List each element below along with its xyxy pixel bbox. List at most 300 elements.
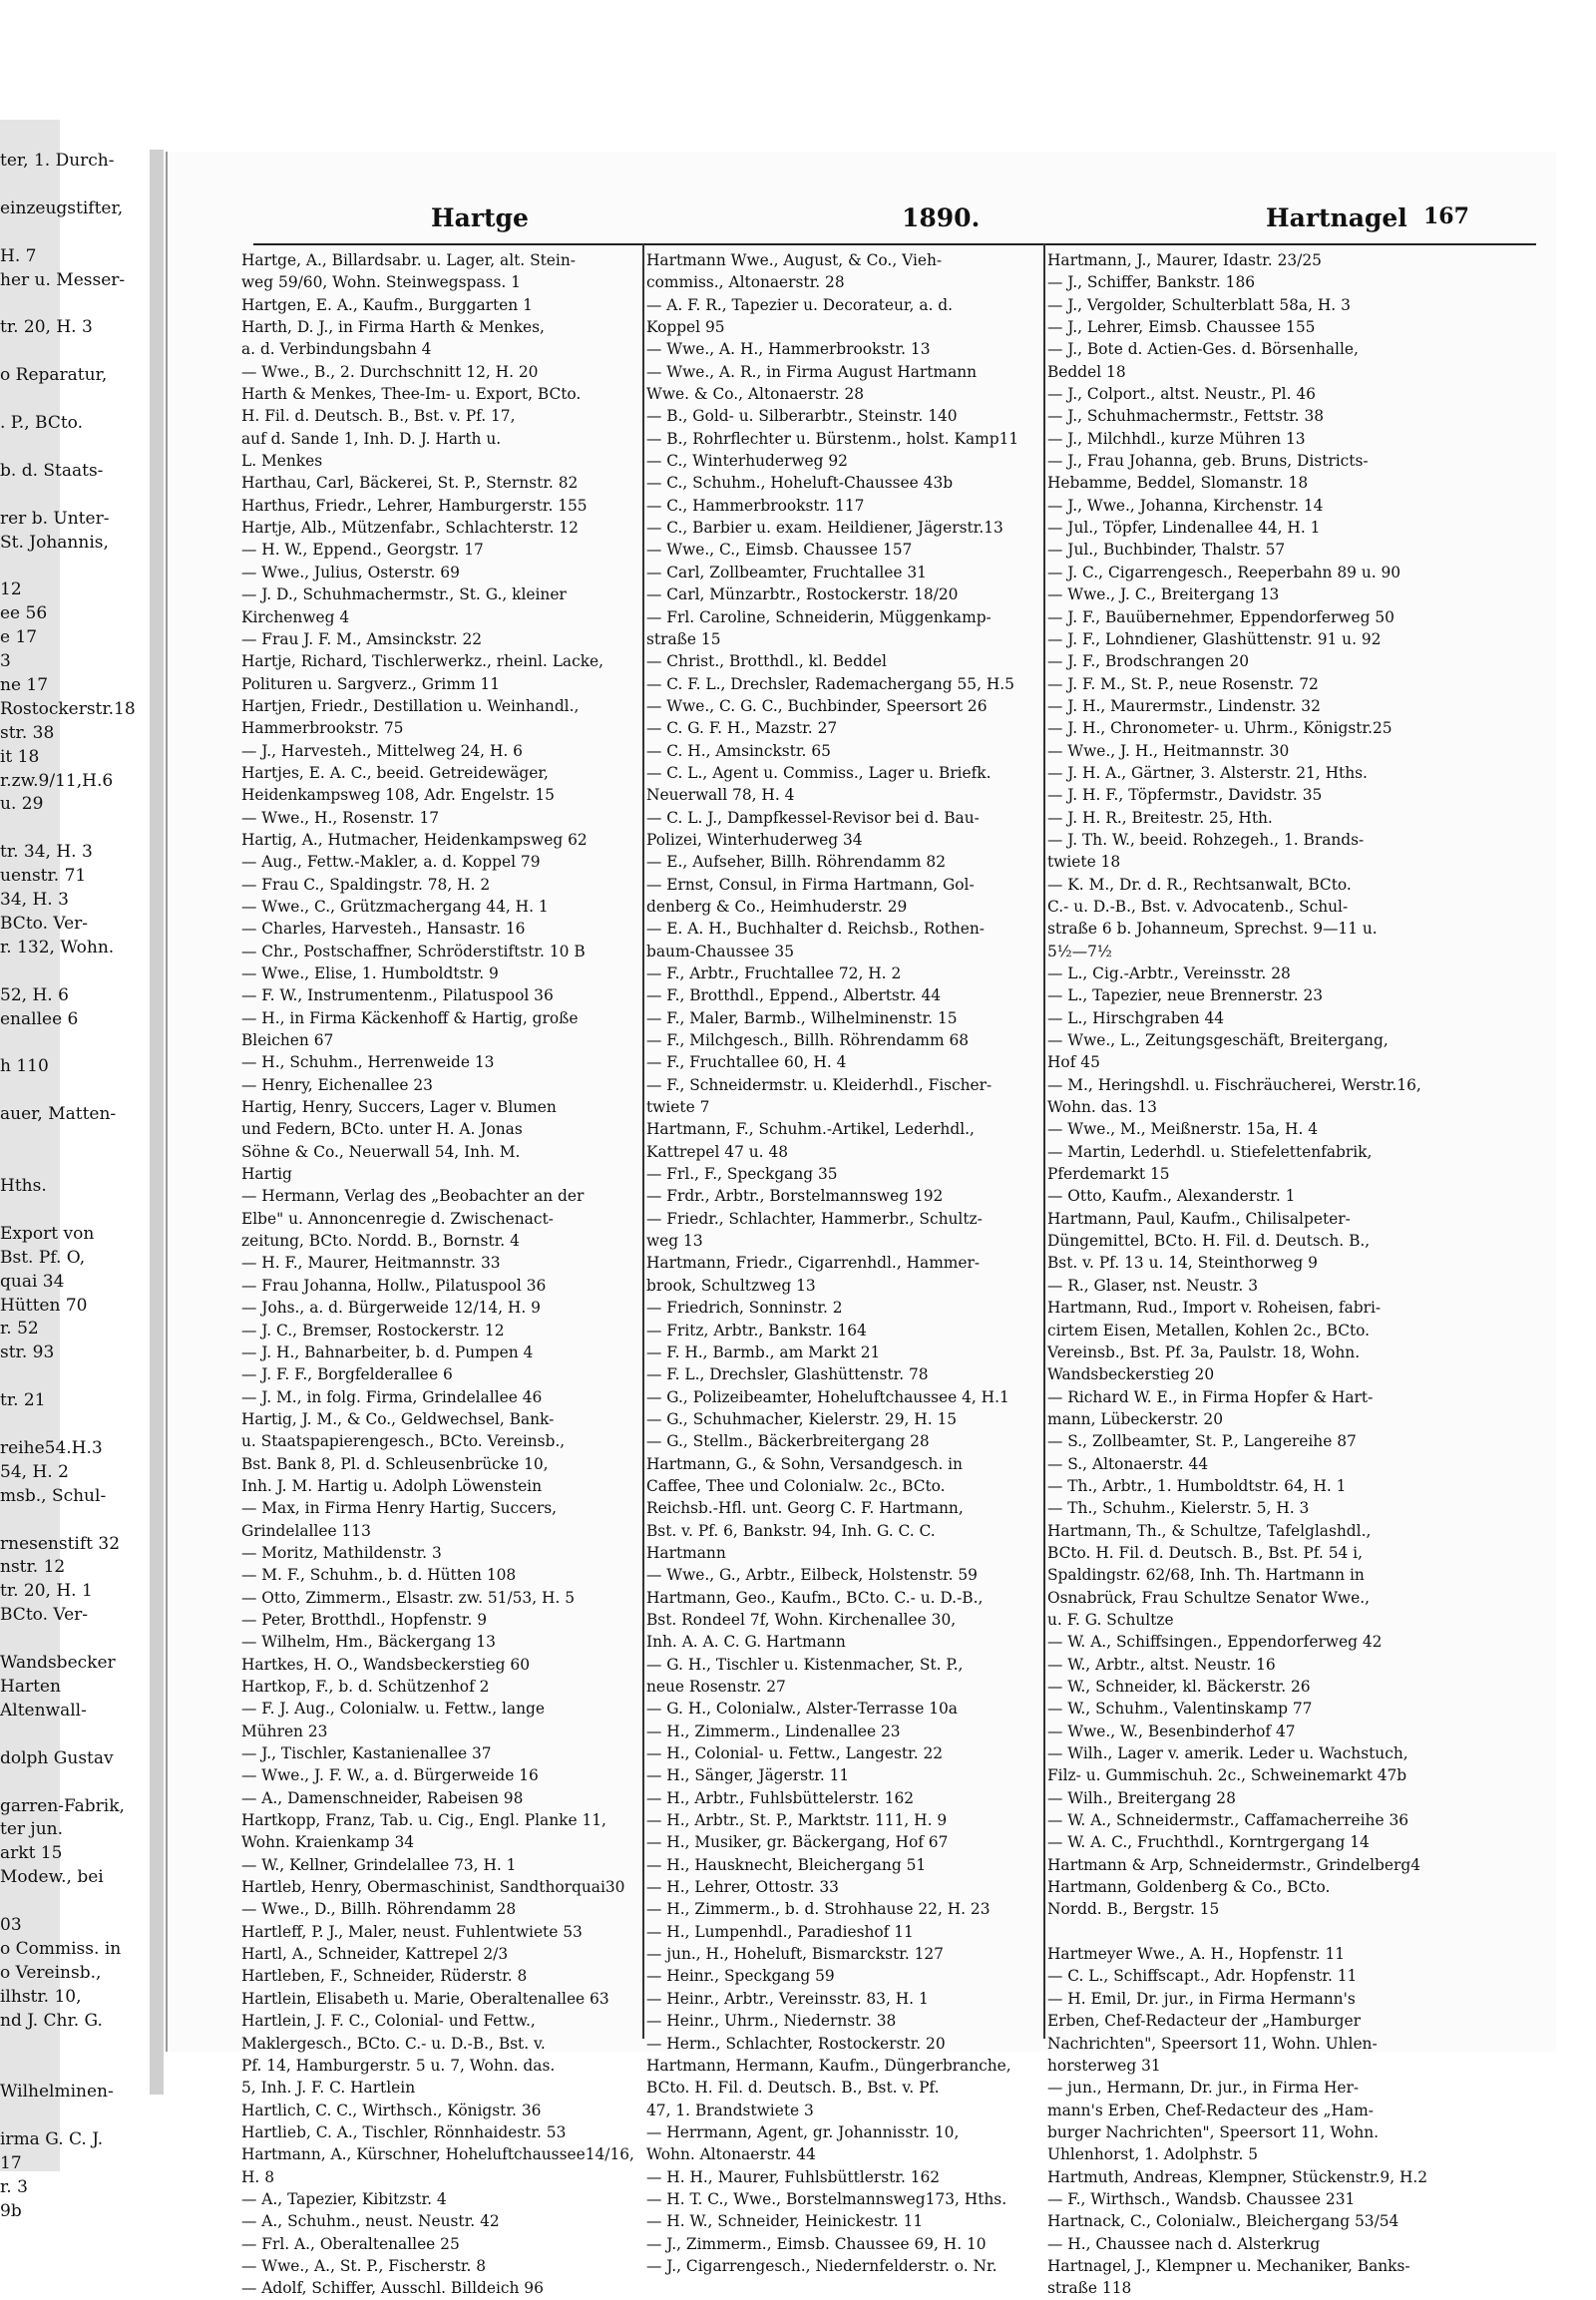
directory-entry-line: zeitung, BCto. Nordd. B., Bornstr. 4 [241,1232,520,1251]
directory-entry-line: — C. L., Schiffscapt., Adr. Hopfenstr. 11 [1047,1967,1358,1986]
previous-page-line: 03 [0,1915,22,1936]
directory-entry-line: Hartje, Richard, Tischlerwerkz., rheinl. Lacke, [241,652,604,671]
directory-entry-line: Polituren u. Sargverz., Grimm 11 [241,674,501,693]
directory-entry-line: Elbe" u. Annoncenregie d. Zwischenact- [241,1209,554,1228]
directory-entry-line: — F., Maler, Barmb., Wilhelminenstr. 15 [646,1008,958,1027]
directory-entry-line: Hartmeyer Wwe., A. H., Hopfenstr. 11 [1047,1945,1346,1964]
directory-entry-line: Hartmann & Arp, Schneidermstr., Grindelberg4 [1047,1855,1421,1874]
previous-page-line: ter, 1. Durch- [0,151,115,171]
directory-entry-line: Inh. A. A. C. G. Hartmann [646,1633,846,1652]
directory-entry-line: 5½—7½ [1047,942,1112,960]
directory-entry-line: Hammerbrookstr. 75 [241,719,404,738]
previous-page-line: ne 17 [0,674,49,695]
previous-page-line: r.zw.9/11,H.6 [0,770,114,791]
directory-entry-line: BCto. H. Fil. d. Deutsch. B., Bst. Pf. 54 i, [1047,1543,1363,1562]
previous-page-line: nd J. Chr. G. [0,2010,103,2031]
directory-entry-line: — Wwe., G., Arbtr., Eilbeck, Holstenstr. 59 [646,1566,978,1585]
previous-page-line: b. d. Staats- [0,460,104,481]
directory-entry-line: denberg & Co., Heimhuderstr. 29 [646,897,908,916]
directory-entry-line: Inh. J. M. Hartig u. Adolph Löwenstein [241,1476,543,1495]
directory-entry-line: — H., Lehrer, Ottostr. 33 [646,1878,839,1897]
directory-entry-line: — Chr., Postschaffner, Schröderstiftstr. 10 B [241,942,586,960]
header-left-word: Hartge [431,203,529,232]
directory-entry-line: — Ernst, Consul, in Firma Hartmann, Gol- [646,875,975,894]
previous-page-line: 9b [0,2200,22,2221]
directory-entry-line: Hartkopp, Franz, Tab. u. Cig., Engl. Planke 11, [241,1811,606,1830]
previous-page-line [0,1032,160,1056]
directory-entry-line: Harthus, Friedr., Lehrer, Hamburgerstr. 155 [241,496,588,515]
directory-entry-line: — F. H., Barmb., am Markt 21 [646,1342,881,1361]
directory-entry-line: — Wwe., J. H., Heitmannstr. 30 [1047,741,1290,760]
directory-entry-line: Hebamme, Beddel, Slomanstr. 18 [1047,474,1309,493]
directory-entry-line: — M., Heringshdl. u. Fischräucherei, Werstr.16, [1047,1075,1421,1094]
directory-entry-line: Hartleb, Henry, Obermaschinist, Sandthorquai30 [241,1878,625,1897]
directory-entry-line: — Wwe., A., St. P., Fischerstr. 8 [241,2256,487,2275]
previous-page-line: r. 132, Wohn. [0,937,115,958]
column-rule-1 [642,243,644,2039]
directory-entry-line: Hartnack, C., Colonialw., Bleichergang 53/54 [1047,2212,1399,2231]
directory-entry-line: — Jul., Buchbinder, Thalstr. 57 [1047,541,1286,560]
previous-page-line [0,1365,160,1389]
directory-entry-line: a. d. Verbindungsbahn 4 [241,340,432,359]
previous-page-line [0,817,160,841]
directory-entry-line: cirtem Eisen, Metallen, Kohlen 2c., BCto. [1047,1321,1371,1340]
directory-entry-line: 5, Inh. J. F. C. Hartlein [241,2079,416,2098]
directory-entry-line: — J. H., Chronometer- u. Uhrm., Königstr.25 [1047,719,1393,738]
previous-page-line: r. 3 [0,2177,28,2198]
directory-entry-line: Kattrepel 47 u. 48 [646,1142,789,1161]
directory-entry-line: Beddel 18 [1047,362,1126,381]
directory-entry-line: — H., Zimmerm., b. d. Strohhause 22, H. 23 [646,1900,991,1919]
directory-entry-line: Wandsbeckerstieg 20 [1047,1365,1215,1384]
directory-entry-line: — J. H., Maurermstr., Lindenstr. 32 [1047,696,1321,715]
directory-entry-line: — W. A., Schneidermstr., Caffamacherreihe 36 [1047,1811,1409,1830]
directory-entry-line: — J. H. F., Töpfermstr., Davidstr. 35 [1047,786,1323,805]
previous-page-line: ilhstr. 10, [0,1986,82,2007]
directory-entry-line: — F., Brotthdl., Eppend., Albertstr. 44 [646,986,942,1005]
directory-entry-line: — E., Aufseher, Billh. Röhrendamm 82 [646,853,947,872]
previous-page-line: Bst. Pf. O, [0,1247,86,1268]
directory-entry-line: Bst. Rondeel 7f, Wohn. Kirchenallee 30, [646,1610,957,1629]
previous-page-line [0,1413,160,1437]
previous-page-line [0,2034,160,2058]
directory-entry-line: — F. J. Aug., Colonialw. u. Fettw., lange [241,1700,545,1719]
previous-page-line: einzeugstifter, [0,197,124,218]
previous-page-line: auer, Matten- [0,1104,117,1125]
previous-page-line: arkt 15 [0,1843,63,1864]
directory-entry-line: Maklergesch., BCto. C.- u. D.-B., Bst. v. [241,2034,546,2053]
previous-page-line [0,340,160,364]
directory-entry-line: — C. G. F. H., Mazstr. 27 [646,719,838,738]
directory-entry-line: Hartleff, P. J., Maler, neust. Fuhlentwiete 53 [241,1922,583,1941]
directory-entry-line: — F., Arbtr., Fruchtallee 72, H. 2 [646,964,902,982]
directory-entry-line: Hartgen, E. A., Kaufm., Burggarten 1 [241,295,533,314]
directory-entry-line: — J., Schiffer, Bankstr. 186 [1047,273,1256,292]
directory-entry-line: — H., Hausknecht, Bleichergang 51 [646,1855,927,1874]
header-right-word: Hartnagel [1266,203,1407,232]
directory-entry-line: — J. Th. W., beeid. Rohzegeh., 1. Brands- [1047,830,1365,849]
previous-page-line: Hths. [0,1175,47,1196]
directory-entry-line: — Wilhelm, Hm., Bäckergang 13 [241,1633,496,1652]
directory-entry-line: — Frl., F., Speckgang 35 [646,1165,838,1184]
directory-entry-line: — Wwe., A. H., Hammerbrookstr. 13 [646,340,931,359]
directory-entry-line: — Heinr., Speckgang 59 [646,1967,835,1986]
directory-entry-line: Harth & Menkes, Thee-Im- u. Export, BCto. [241,385,582,404]
directory-entry-line: — Otto, Zimmerm., Elsastr. zw. 51/53, H. 5 [241,1588,576,1607]
directory-entry-line: — J., Cigarrengesch., Niedernfelderstr. o. Nr. [646,2256,998,2275]
previous-page-line [0,1079,160,1103]
directory-entry-line: — Wwe., J. C., Breitergang 13 [1047,585,1280,604]
directory-entry-line: — C. F. L., Drechsler, Rademachergang 55, H.5 [646,674,1014,693]
directory-entry-line: Erben, Chef-Redacteur der „Hamburger [1047,2012,1362,2031]
directory-entry-line: weg 13 [646,1232,703,1251]
directory-entry-line: — H., Schuhm., Herrenweide 13 [241,1053,495,1072]
directory-entry-line: Polizei, Winterhuderweg 34 [646,830,863,849]
previous-page-line: enallee 6 [0,1008,79,1029]
previous-page-line: garren-Fabrik, [0,1795,125,1816]
directory-entry-line: — Wwe., A. R., in Firma August Hartmann [646,362,978,381]
directory-entry-line: — Wwe., C., Eimsb. Chaussee 157 [646,541,913,560]
directory-entry-line: Heidenkampsweg 108, Adr. Engelstr. 15 [241,786,555,805]
directory-entry-line: — R., Glaser, nst. Neustr. 3 [1047,1276,1258,1295]
directory-entry-line: — S., Altonaerstr. 44 [1047,1454,1209,1473]
directory-entry-line: — Wwe., C. G. C., Buchbinder, Speersort 26 [646,696,988,715]
directory-entry-line: — jun., H., Hoheluft, Bismarckstr. 127 [646,1945,944,1964]
previous-page-lines [0,150,160,2224]
directory-column-2 [646,249,1043,2277]
previous-page-line: str. 93 [0,1342,55,1363]
directory-entry-line: Grindelallee 113 [241,1521,371,1540]
directory-entry-line: — J., Frau Johanna, geb. Bruns, Districts- [1047,452,1369,471]
directory-entry-line: — Max, in Firma Henry Hartig, Succers, [241,1499,558,1518]
previous-page-line: BCto. Ver- [0,914,89,934]
directory-entry-line: Hartmann, Geo., Kaufm., BCto. C.- u. D.-B., [646,1588,984,1607]
previous-page-line: . P., BCto. [0,412,83,433]
previous-page-line: St. Johannis, [0,532,109,553]
directory-entry-line: — A., Damenschneider, Rabeisen 98 [241,1788,524,1807]
directory-entry-line: — Friedrich, Sonninstr. 2 [646,1299,843,1318]
directory-entry-line: Hartjen, Friedr., Destillation u. Weinhandl., [241,696,580,715]
directory-entry-line: Kirchenweg 4 [241,607,350,626]
directory-entry-line: Hartlein, J. F. C., Colonial- und Fettw., [241,2012,536,2031]
directory-entry-line: BCto. H. Fil. d. Deutsch. B., Bst. v. Pf. [646,2079,940,2098]
directory-entry-line: — J., Harvestеh., Mittelweg 24, H. 6 [241,741,523,760]
directory-entry-line: — W., Schneider, kl. Bäckerstr. 26 [1047,1678,1311,1696]
previous-page-line: reihe54.H.3 [0,1437,103,1458]
directory-entry-line: — J., Lehrer, Eimsb. Chaussee 155 [1047,318,1316,337]
previous-page-line: msb., Schul- [0,1485,107,1506]
directory-entry-line: — A. F. R., Tapezier u. Decorateur, a. d. [646,295,954,314]
header-year: 1890. [902,203,981,232]
directory-entry-line: — J. H., Bahnarbeiter, b. d. Pumpen 4 [241,1342,534,1361]
previous-page-line: Hütten 70 [0,1295,88,1316]
previous-page-line: tr. 20, H. 1 [0,1581,93,1602]
directory-entry-line: — B., Rohrflechter u. Bürstenm., holst. Kamp11 [646,429,1019,448]
directory-entry-line: — G. H., Colonialw., Alster-Terrasse 10a [646,1700,958,1719]
directory-entry-line: — J. H. R., Breitestr. 25, Hth. [1047,808,1273,827]
directory-entry-line: Hartmann, Paul, Kaufm., Chilisalpeter- [1047,1209,1351,1228]
directory-entry-line: Hartmuth, Andreas, Klempner, Stückenstr.9, H.2 [1047,2167,1428,2186]
column-rule-2 [1043,243,1045,2039]
directory-entry-line: Bst. v. Pf. 13 u. 14, Steinthorweg 9 [1047,1254,1318,1273]
directory-entry-line: — Wwe., Julius, Osterstr. 69 [241,563,460,581]
previous-page-line [0,555,160,578]
directory-entry-line: — H., Musiker, gr. Bäckergang, Hof 67 [646,1833,949,1852]
previous-page-line: H. 7 [0,245,37,266]
directory-entry-line: — C. L. J., Dampfkessel-Revisor bei d. Bau- [646,808,980,827]
directory-entry-line: Reichsb.-Hfl. unt. Georg C. F. Hartmann, [646,1499,964,1518]
directory-entry-line: — W. A. C., Fruchthdl., Korntrgergang 14 [1047,1833,1370,1852]
directory-entry-line: Filz- u. Gummischuh. 2c., Schweinemarkt 47b [1047,1766,1407,1785]
directory-entry-line: auf d. Sande 1, Inh. D. J. Harth u. [241,429,502,448]
directory-page [166,152,1556,2298]
directory-entry-line: — H., Sänger, Jägerstr. 11 [646,1766,850,1785]
previous-page-line: ee 56 [0,603,48,624]
previous-page-line: 52, H. 6 [0,984,69,1005]
directory-entry-line: Uhlenhorst, 1. Adolphstr. 5 [1047,2145,1259,2164]
directory-entry-line: Hartnagel, J., Klempner u. Mechaniker, Banks- [1047,2256,1410,2275]
directory-entry-line: — J. F., Bauübernehmer, Eppendorferweg 50 [1047,607,1395,626]
directory-entry-line: — M. F., Schuhm., b. d. Hütten 108 [241,1566,517,1585]
directory-entry-line: — W., Arbtr., altst. Neustr. 16 [1047,1655,1276,1674]
directory-entry-line: mann, Lübeckerstr. 20 [1047,1409,1223,1428]
directory-entry-line: — W., Schuhm., Valentinskamp 77 [1047,1700,1313,1719]
directory-entry-line: — H. F., Maurer, Heitmannstr. 33 [241,1254,501,1273]
directory-entry-line: Hartmann, Hermann, Kaufm., Düngerbranche, [646,2056,1011,2075]
directory-entry-line: Nachrichten", Speersort 11, Wohn. Uhlen- [1047,2034,1378,2053]
directory-entry-line: — Wwe., D., Billh. Röhrendamm 28 [241,1900,517,1919]
previous-page-line: Export von [0,1223,95,1244]
directory-entry-line: brook, Schultzweg 13 [646,1276,816,1295]
directory-entry-line: — Wwe., Elise, 1. Humboldtstr. 9 [241,964,499,982]
directory-entry-line: Hartig, J. M., & Co., Geldwechsel, Bank- [241,1409,555,1428]
directory-entry-line: — Wwe., W., Besenbinderhof 47 [1047,1722,1296,1740]
directory-entry-line: Caffee, Thee und Colonialw. 2c., BCto. [646,1476,946,1495]
directory-entry-line: — J. F. F., Borgfelderallee 6 [241,1365,453,1384]
directory-entry-line: — J., Zimmerm., Eimsb. Chaussee 69, H. 10 [646,2234,987,2253]
directory-entry-line: — Peter, Brotthdl., Hopfenstr. 9 [241,1610,488,1629]
directory-entry-line: Bst. v. Pf. 6, Bankstr. 94, Inh. G. C. C. [646,1521,936,1540]
directory-entry-line: — J. C., Bremser, Rostockerstr. 12 [241,1321,505,1340]
directory-entry-line: — Henry, Eichenallee 23 [241,1075,433,1094]
directory-entry-line: Hartmann, F., Schuhm.-Artikel, Lederhdl., [646,1120,975,1139]
directory-entry-line: — C. H., Amsinckstr. 65 [646,741,831,760]
directory-entry-line: — L., Hirschgraben 44 [1047,1008,1225,1027]
directory-entry-line: Hartig, A., Hutmacher, Heidenkampsweg 62 [241,830,588,849]
directory-entry-line: u. Staatspapierengesch., BCto. Vereinsb., [241,1432,566,1451]
previous-page-line: Wilhelminen- [0,2082,114,2103]
directory-entry-line: — Frdr., Arbtr., Borstelmannsweg 192 [646,1187,944,1206]
directory-entry-line: Hartmann, Goldenberg & Co., BCto. [1047,1878,1331,1897]
directory-entry-line: — J., Vergolder, Schulterblatt 58a, H. 3 [1047,295,1351,314]
directory-entry-line: Wwe. & Co., Altonaerstr. 28 [646,385,865,404]
directory-entry-line: — Wwe., C., Grützmachergang 44, H. 1 [241,897,549,916]
previous-page-line: Wandsbecker [0,1653,116,1674]
previous-page-line: o Commiss. in [0,1938,122,1959]
directory-entry-line: Pf. 14, Hamburgerstr. 5 u. 7, Wohn. das. [241,2056,556,2075]
directory-entry-line: Hartlich, C. C., Wirthsch., Königstr. 36 [241,2101,542,2119]
directory-entry-line: — H. W., Schneider, Heinickestr. 11 [646,2212,924,2231]
directory-entry-line: Pferdemarkt 15 [1047,1165,1170,1184]
directory-entry-line: — Otto, Kaufm., Alexanderstr. 1 [1047,1187,1296,1206]
directory-entry-line: Harthau, Carl, Bäckerei, St. P., Sternstr. 82 [241,474,579,493]
directory-entry-line: twiete 7 [646,1098,710,1117]
directory-entry-line: Bst. Bank 8, Pl. d. Schleusenbrücke 10, [241,1454,549,1473]
directory-entry-line: — Wwe., J. F. W., a. d. Bürgerweide 16 [241,1766,539,1785]
directory-entry-line: — Carl, Münzarbtr., Rostockerstr. 18/20 [646,585,959,604]
previous-page-line: rnesenstift 32 [0,1533,121,1554]
directory-entry-line: Vereinsb., Bst. Pf. 3a, Paulstr. 18, Wohn. [1047,1342,1361,1361]
previous-page-line: tr. 21 [0,1390,46,1411]
previous-page-line: BCto. Ver- [0,1605,89,1626]
directory-entry-line: — C., Schuhm., Hoheluft-Chaussee 43b [646,474,954,493]
previous-page-line: 12 [0,579,22,600]
directory-entry-line: — J. D., Schuhmachermstr., St. G., kleiner [241,585,567,604]
directory-entry-line: — J. F. M., St. P., neue Rosenstr. 72 [1047,674,1319,693]
directory-entry-line: — C., Hammerbrookstr. 117 [646,496,865,515]
directory-entry-line: Hartig [241,1165,292,1184]
directory-entry-line: — A., Schuhm., neust. Neustr. 42 [241,2212,500,2231]
directory-entry-line: Hartkop, F., b. d. Schützenhof 2 [241,1678,490,1696]
directory-entry-line: — J., Milchhdl., kurze Mühren 13 [1047,429,1306,448]
directory-entry-line: — J. H. A., Gärtner, 3. Alsterstr. 21, Hths. [1047,763,1368,782]
directory-entry-line: — C., Winterhuderweg 92 [646,452,848,471]
directory-entry-line: — G., Schuhmacher, Kielerstr. 29, H. 15 [646,1409,958,1428]
previous-page-line: 17 [0,2153,22,2174]
previous-page-line: e 17 [0,627,38,648]
directory-entry-line: — Wwe., B., 2. Durchschnitt 12, H. 20 [241,362,539,381]
previous-page-line [0,1628,160,1652]
directory-entry-line: — C., Barbier u. exam. Heildiener, Jägerstr.13 [646,519,1003,538]
running-header [251,203,1548,237]
previous-page-line: Altenwall- [0,1700,87,1721]
directory-entry-line: H. Fil. d. Deutsch. B., Bst. v. Pf. 17, [241,407,516,426]
directory-entry-line: — G., Stellm., Bäckerbreitergang 28 [646,1432,930,1451]
directory-entry-line: Osnabrück, Frau Schultze Senator Wwe., [1047,1588,1371,1607]
directory-entry-line: — H. Emil, Dr. jur., in Firma Hermann's [1047,1989,1356,2008]
directory-entry-line: Hartig, Henry, Succers, Lager v. Blumen [241,1098,557,1117]
directory-entry-line: C.- u. D.-B., Bst. v. Advocatenb., Schul- [1047,897,1349,916]
directory-entry-line: — Wilh., Breitergang 28 [1047,1788,1236,1807]
directory-entry-line: — Johs., a. d. Bürgerweide 12/14, H. 9 [241,1299,541,1318]
previous-page-line [0,1151,160,1175]
previous-page-line: Modew., bei [0,1867,104,1888]
previous-page-line: dolph Gustav [0,1747,114,1768]
directory-entry-line: — Frau Johanna, Hollw., Pilatuspool 36 [241,1276,547,1295]
previous-page-line: it 18 [0,746,40,767]
directory-entry-line: — C. L., Agent u. Commiss., Lager u. Briefk. [646,763,992,782]
directory-entry-line: — J. F., Brodschrangen 20 [1047,652,1250,671]
directory-entry-line: — Aug., Fettw.-Makler, a. d. Koppel 79 [241,853,541,872]
directory-entry-line: weg 59/60, Wohn. Steinwegspass. 1 [241,273,521,292]
directory-entry-line: — Th., Schuhm., Kielerstr. 5, H. 3 [1047,1499,1310,1518]
directory-entry-line: — J., Schuhmachermstr., Fettstr. 38 [1047,407,1325,426]
directory-entry-line: — L., Tapezier, neue Brennerstr. 23 [1047,986,1324,1005]
previous-page-line [0,2058,160,2082]
directory-entry-line: — Carl, Zollbeamter, Fruchtallee 31 [646,563,927,581]
directory-entry-line: — Richard W. E., in Firma Hopfer & Hart- [1047,1387,1374,1406]
previous-page-line [0,1509,160,1533]
directory-entry-line: Spaldingstr. 62/68, Inh. Th. Hartmann in [1047,1566,1365,1585]
directory-entry-line: — L., Cig.-Arbtr., Vereinsstr. 28 [1047,964,1291,982]
directory-entry-line: — H. W., Eppend., Georgstr. 17 [241,541,484,560]
previous-page-line [0,292,160,316]
directory-entry-line: Hartjes, E. A. C., beeid. Getreidewäger, [241,763,549,782]
previous-page-line: nstr. 12 [0,1557,66,1578]
previous-page-line: quai 34 [0,1271,65,1292]
previous-page-clip [0,150,160,2221]
directory-entry-line: Hartleben, F., Schneider, Rüderstr. 8 [241,1967,528,1986]
previous-page-line: ter jun. [0,1819,63,1840]
directory-entry-line: Hartlieb, C. A., Tischler, Rönnhaidestr. 53 [241,2122,567,2141]
previous-page-line [0,1127,160,1151]
previous-page-line [0,388,160,412]
directory-entry-line: straße 15 [646,629,721,648]
previous-page-line [0,436,160,460]
directory-entry-line: — E. A. H., Buchhalter d. Reichsb., Rothen- [646,920,985,939]
previous-page-line: uenstr. 71 [0,866,87,887]
directory-entry-line: — Herm., Schlachter, Rostockerstr. 20 [646,2034,946,2053]
directory-entry-line: — W. A., Schiffsingen., Eppendorferweg 42 [1047,1633,1383,1652]
directory-entry-line: burger Nachrichten", Speersort 11, Wohn. [1047,2122,1380,2141]
directory-entry-line: — Frl. Caroline, Schneiderin, Müggenkamp- [646,607,992,626]
directory-entry-line: L. Menkes [241,452,323,471]
directory-entry-line: — F. L., Drechsler, Glashüttenstr. 78 [646,1365,929,1384]
previous-page-line: her u. Messer- [0,269,126,290]
directory-entry-line: horsterweg 31 [1047,2056,1161,2075]
directory-entry-line: — jun., Hermann, Dr. jur., in Firma Her- [1047,2079,1360,2098]
directory-entry-line: Harth, D. J., in Firma Harth & Menkes, [241,318,545,337]
directory-column-1 [241,249,638,2300]
directory-entry-line: — H., Arbtr., St. P., Marktstr. 111, H. 9 [646,1811,948,1830]
directory-entry-line: 47, 1. Brandstwiete 3 [646,2101,814,2119]
directory-entry-line: u. F. G. Schultze [1047,1610,1174,1629]
directory-entry-line: Söhne & Co., Neuerwall 54, Inh. M. [241,1142,521,1161]
directory-entry-line: — Herrmann, Agent, gr. Johannisstr. 10, [646,2122,960,2141]
directory-entry-line: Nordd. B., Bergstr. 15 [1047,1900,1220,1919]
directory-entry-line: — B., Gold- u. Silberarbtr., Steinstr. 140 [646,407,958,426]
directory-entry-line: — Wwe., H., Rosenstr. 17 [241,808,440,827]
previous-page-line [0,221,160,245]
directory-entry-line: — F., Schneidermstr. u. Kleiderhdl., Fischer- [646,1075,993,1094]
directory-entry-line: — A., Tapezier, Kibitzstr. 4 [241,2189,447,2208]
previous-page-line: h 110 [0,1056,49,1077]
directory-entry-line: — J. C., Cigarrengesch., Reeperbahn 89 u. 90 [1047,563,1401,581]
directory-entry-line: und Federn, BCto. unter H. A. Jonas [241,1120,523,1139]
directory-entry-line: — H., in Firma Käckenhoff & Hartig, große [241,1008,579,1027]
previous-page-line: 54, H. 2 [0,1461,69,1482]
directory-entry-line: — J., Wwe., Johanna, Kirchenstr. 14 [1047,496,1324,515]
directory-entry-line: — K. M., Dr. d. R., Rechtsanwalt, BCto. [1047,875,1352,894]
directory-entry-line: — Christ., Brotthdl., kl. Beddel [646,652,887,671]
directory-entry-line: — J., Tischler, Kastanienallee 37 [241,1744,492,1763]
previous-page-line [0,1771,160,1795]
directory-entry-line: — Charles, Harvesteh., Hansastr. 16 [241,920,526,939]
directory-entry-line: — F., Milchgesch., Billh. Röhrendamm 68 [646,1031,970,1050]
directory-entry-line: — G., Polizeibeamter, Hoheluftchaussee 4, H.1 [646,1387,1009,1406]
directory-entry-line: Hartmann, Th., & Schultze, Tafelglashdl., [1047,1521,1372,1540]
directory-entry-line: Hartmann, A., Kürschner, Hoheluftchaussee14/16, [241,2145,634,2164]
previous-page-line: irma G. C. J. [0,2129,104,2150]
header-rule [253,243,1536,245]
directory-entry-line: twiete 18 [1047,853,1121,872]
directory-entry-line: — Heinr., Uhrm., Niedernstr. 38 [646,2012,897,2031]
previous-page-line [0,1724,160,1747]
previous-page-line: Rostockerstr.18 [0,698,136,719]
directory-entry-line: Hartl, A., Schneider, Kattrepel 2/3 [241,1945,509,1964]
directory-entry-line: — H., Colonial- u. Fettw., Langestr. 22 [646,1744,944,1763]
directory-entry-line: commiss., Altonaerstr. 28 [646,273,845,292]
